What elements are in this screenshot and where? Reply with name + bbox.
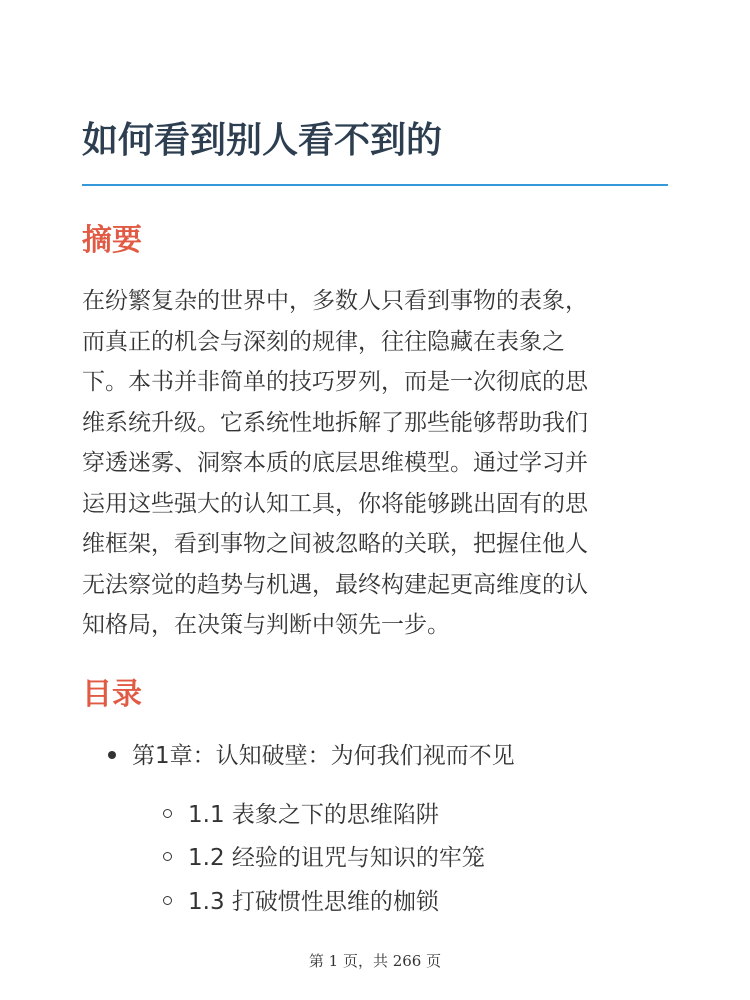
toc-section-item[interactable] (163, 838, 485, 878)
bullet-circle-icon (163, 896, 172, 905)
abstract-line: 穿透迷雾、洞察本质的底层思维模型。通过学习并 (82, 450, 588, 476)
toc-chapter-item[interactable] (108, 736, 515, 776)
abstract-line: 在纷繁复杂的世界中，多数人只看到事物的表象， (82, 288, 588, 314)
abstract-line: 维框架，看到事物之间被忽略的关联，把握住他人 (82, 531, 588, 557)
toc-section-item[interactable] (163, 795, 439, 835)
bullet-disc-icon (108, 751, 116, 759)
toc-heading: 目录 (82, 677, 142, 712)
abstract-line: 下。本书并非简单的技巧罗列，而是一次彻底的思 (82, 369, 588, 395)
toc-section-label: 1.1 表象之下的思维陷阱 (188, 802, 439, 828)
toc-section-label: 1.3 打破惯性思维的枷锁 (188, 889, 439, 915)
abstract-line: 知格局，在决策与判断中领先一步。 (82, 612, 450, 638)
abstract-line: 运用这些强大的认知工具，你将能够跳出固有的思 (82, 490, 588, 517)
title-divider (82, 184, 668, 186)
abstract-line: 维系统升级。它系统性地拆解了那些能够帮助我们 (82, 409, 588, 436)
abstract-line: 无法察觉的趋势与机遇，最终构建起更高维度的认 (82, 571, 588, 598)
book-title: 如何看到别人看不到的 (82, 120, 443, 161)
abstract-heading: 摘要 (82, 223, 142, 258)
bullet-circle-icon (163, 852, 172, 861)
abstract-line: 而真正的机会与深刻的规律，往往隐藏在表象之 (82, 328, 565, 355)
abstract-paragraph (82, 281, 672, 646)
bullet-circle-icon (163, 809, 172, 818)
toc-chapter-label: 第1章：认知破壁：为何我们视而不见 (132, 743, 515, 769)
page-number: 第 1 页，共 266 页 (308, 952, 442, 970)
toc-section-item[interactable] (163, 882, 439, 922)
toc-section-label: 1.2 经验的诅咒与知识的牢笼 (188, 845, 485, 871)
